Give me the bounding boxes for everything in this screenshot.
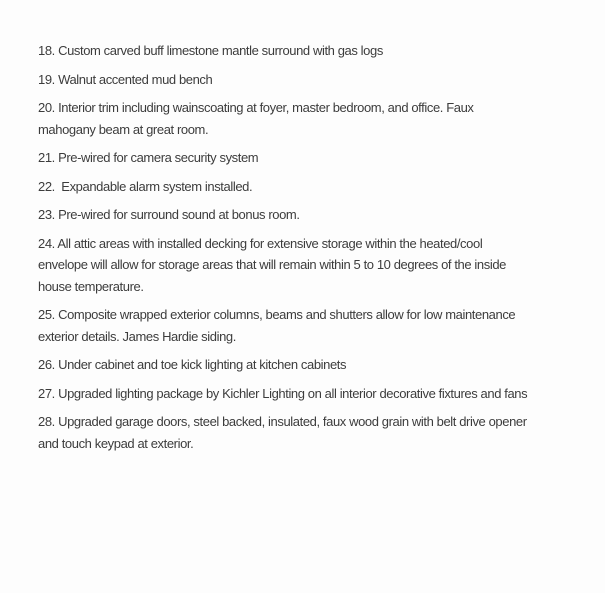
list-item-line: 21. Pre-wired for camera security system [38,150,259,165]
list-item [38,97,587,140]
list-item [38,304,587,347]
list-item-line: 28. Upgraded garage doors, steel backed, insulated, faux wood grain with belt drive opener [38,414,527,429]
list-item [38,176,587,198]
list-item-line: 24. All attic areas with installed decking for extensive storage within the heated/cool [38,235,483,251]
list-item-line: 27. Upgraded lighting package by Kichler Lighting on all interior decorative fixtures and fans [38,385,528,401]
list-item-line: 20. Interior trim including wainscoating at foyer, master bedroom, and office. Faux [38,100,474,115]
list-item [38,204,587,226]
list-item-line: exterior details. James Hardie siding. [38,328,236,344]
list-item [38,147,587,169]
list-item-line: 26. Under cabinet and toe kick lighting at kitchen cabinets [38,357,347,372]
list-item-line: mahogany beam at great room. [38,121,209,137]
list-item-line: envelope will allow for storage areas that will remain within 5 to 10 degrees of the inside [38,257,506,272]
list-item [38,69,587,91]
list-item-line: 25. Composite wrapped exterior columns, beams and shutters allow for low maintenance [38,307,516,322]
list-item-line: house temperature. [38,278,144,294]
list-item [38,354,587,376]
list-item [38,40,587,62]
list-item-line: 18. Custom carved buff limestone mantle surround with gas logs [38,43,383,58]
list-item-line: 19. Walnut accented mud bench [38,71,213,87]
feature-list [38,40,587,454]
list-item [38,411,587,454]
list-item-line: 22. Expandable alarm system installed. [38,178,253,194]
list-item [38,233,587,298]
list-item-line: 23. Pre-wired for surround sound at bonus room. [38,207,300,222]
list-item-line: and touch keypad at exterior. [38,435,194,451]
list-item [38,383,587,405]
